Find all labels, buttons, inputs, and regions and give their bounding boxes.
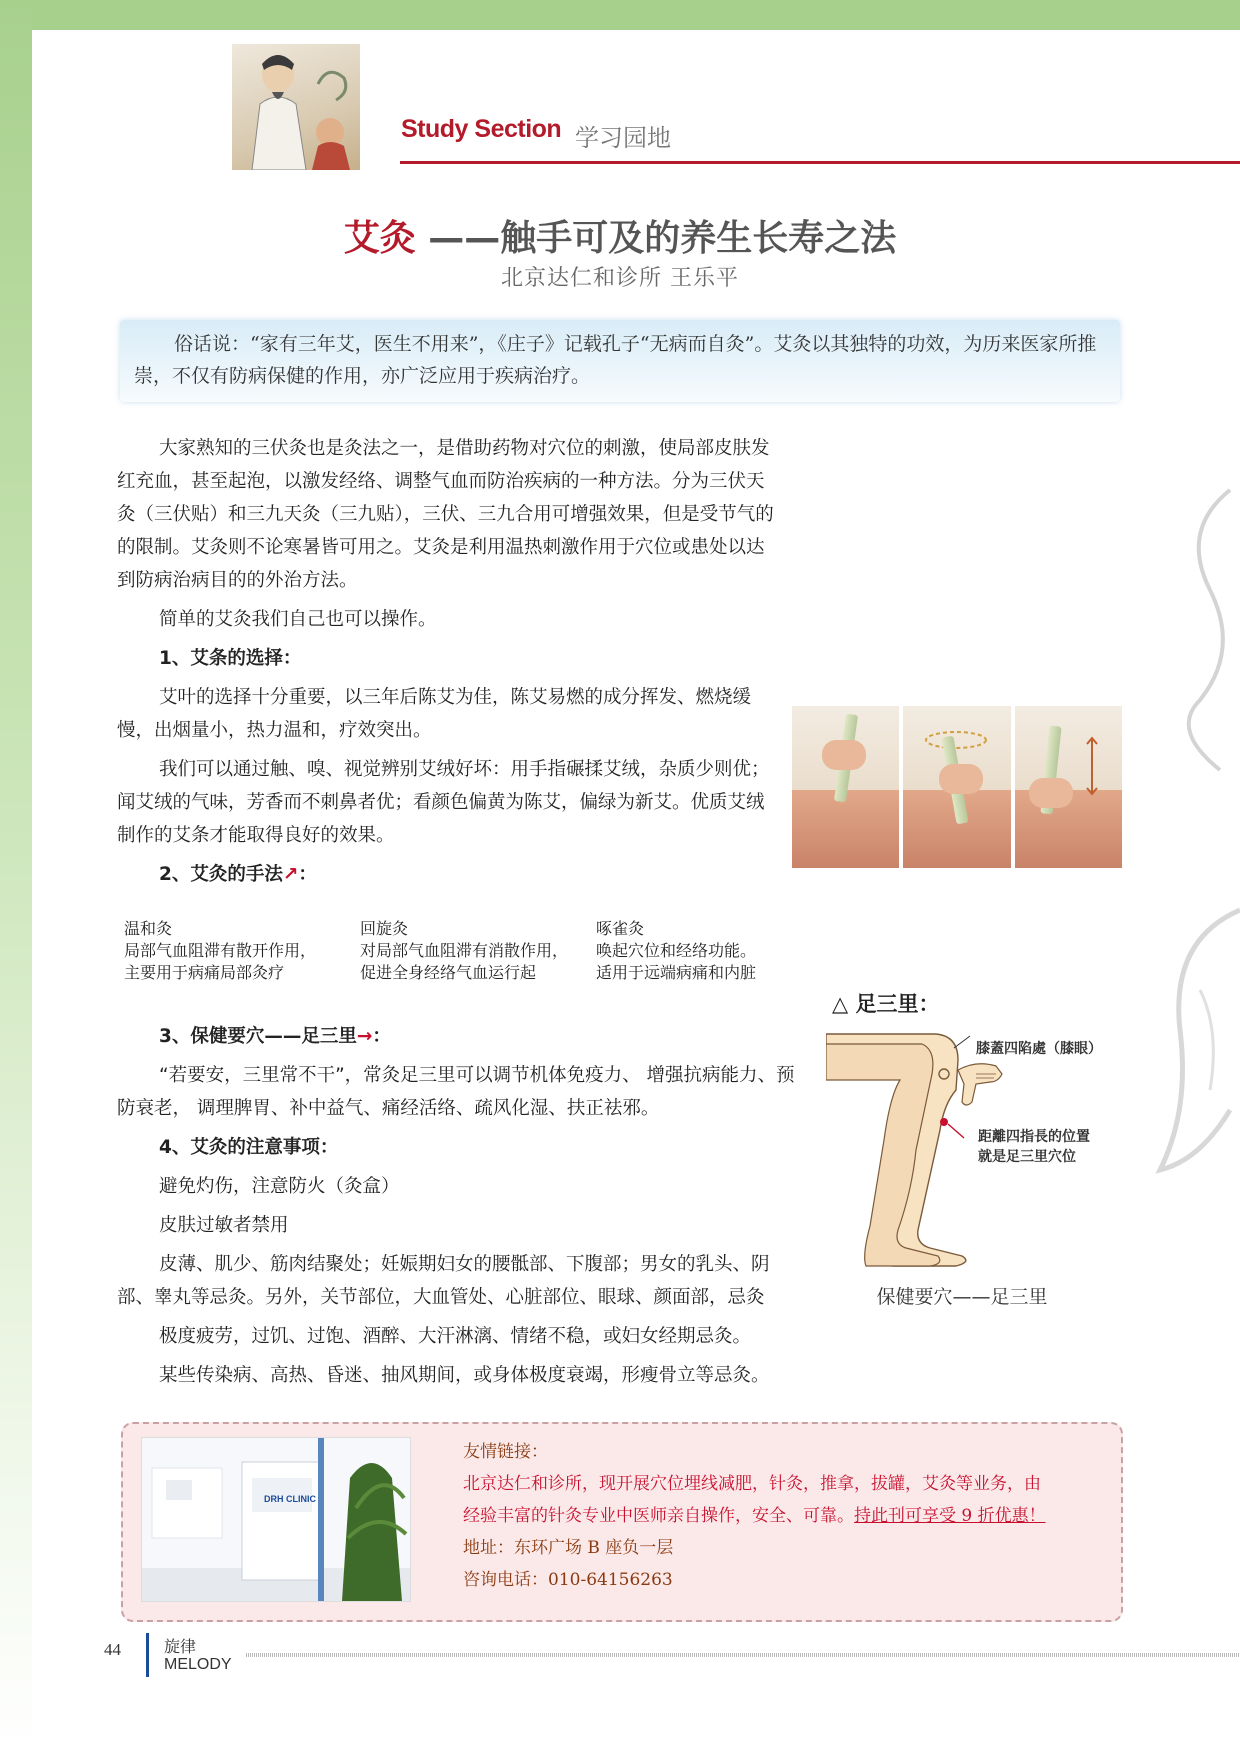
footer-rule bbox=[246, 1653, 1240, 1657]
skin-area bbox=[792, 790, 899, 868]
paragraph: 极度疲劳，过饥、过饱、酒醉、大汗淋漓、情绪不稳，或妇女经期忌灸。 bbox=[159, 1326, 752, 1347]
heading-text: 3、保健要穴——足三里 bbox=[159, 1026, 357, 1047]
technique-column bbox=[360, 918, 590, 984]
technique-desc: 唤起穴位和经络功能。 bbox=[596, 941, 757, 960]
paragraph: 某些传染病、高热、昏迷、抽风期间，或身体极度衰竭，形瘦骨立等忌灸。 bbox=[159, 1365, 770, 1386]
leg-diagram-title: △ 足三里： bbox=[832, 991, 940, 1016]
top-green-band bbox=[0, 0, 1240, 30]
article-body-part1 bbox=[117, 432, 782, 897]
ad-text bbox=[463, 1436, 1103, 1596]
article-body-part2 bbox=[117, 1020, 797, 1398]
technique-desc: 促进全身经络气血运行起 bbox=[360, 963, 537, 982]
decorative-script bbox=[1140, 470, 1240, 1230]
heading-tail: ： bbox=[298, 864, 317, 885]
hand bbox=[939, 764, 983, 794]
ad-heading: 友情链接： bbox=[463, 1442, 548, 1462]
clinic-sign-text: DRH CLINIC bbox=[264, 1494, 316, 1504]
arrow-icon: → bbox=[356, 1026, 373, 1047]
hand bbox=[1029, 778, 1073, 808]
article-title bbox=[0, 210, 1240, 261]
ad-line bbox=[463, 1500, 1103, 1532]
clinic-photo bbox=[141, 1437, 411, 1602]
technique-column bbox=[596, 918, 826, 984]
circle-motion-icon bbox=[921, 728, 991, 752]
header-portrait-illustration bbox=[232, 44, 360, 170]
header-divider bbox=[400, 161, 1240, 164]
label-point-line2: 就是足三里穴位 bbox=[978, 1149, 1076, 1165]
label-point-line1: 距離四指長的位置 bbox=[978, 1129, 1090, 1145]
technique-name: 温和灸 bbox=[124, 919, 173, 938]
technique-desc: 局部气血阻滞有散开作用， bbox=[124, 941, 317, 960]
ad-address: 地址：东环广场 B 座负一层 bbox=[463, 1538, 674, 1558]
heading-tail: ： bbox=[372, 1026, 391, 1047]
section-heading: 4、艾灸的注意事项： bbox=[159, 1137, 339, 1158]
paragraph: 大家熟知的三伏灸也是灸法之一，是借助药物对穴位的刺激，使局部皮肤发红充血，甚至起泡，以激发经络、调整气血而防治疾病的一种方法。分为三伏天灸（三伏贴）和三九天灸（三九贴），三伏、三九合用可增强效果，但是受节气的的限制。艾灸则不论寒暑皆可用之。艾灸是利用温热刺激作用于穴位或患处以达到防病治病目的的外治方法。 bbox=[117, 438, 774, 591]
paragraph: “若要安，三里常不干”，常灸足三里可以调节机体免疫力、 增强抗病能力、预防衰老， 调理脾胃、补中益气、痛经活络、疏风化湿、扶正祛邪。 bbox=[117, 1065, 795, 1119]
article-byline: 北京达仁和诊所 王乐平 bbox=[501, 266, 739, 291]
section-heading bbox=[117, 1020, 797, 1053]
section-heading: 1、艾条的选择： bbox=[159, 648, 302, 669]
ad-line-part: 经验丰富的针灸专业中医师亲自操作，安全、可靠。 bbox=[463, 1506, 854, 1526]
technique-name: 啄雀灸 bbox=[596, 919, 645, 938]
article-title-rest: ——触手可及的养生长寿之法 bbox=[415, 218, 897, 259]
photo-mild-moxibustion bbox=[792, 706, 899, 868]
photo-circling-moxibustion bbox=[903, 706, 1010, 868]
leg-diagram bbox=[826, 1030, 1126, 1270]
section-heading bbox=[117, 858, 782, 891]
heading-text: 2、艾灸的手法 bbox=[159, 864, 283, 885]
section-label-en: Study Section bbox=[401, 115, 562, 143]
intro-text: 俗话说：“家有三年艾，医生不用来”，《庄子》记载孔子“无病而自灸”。艾灸以其独特的功效，为历来医家所推崇，不仅有防病保健的作用，亦广泛应用于疾病治疗。 bbox=[134, 333, 1097, 387]
footer-bar bbox=[146, 1633, 149, 1677]
leg-diagram-caption: 保健要穴——足三里 bbox=[876, 1286, 1048, 1308]
ad-discount: 持此刊可享受 9 折优惠！ bbox=[854, 1506, 1046, 1526]
technique-desc: 对局部气血阻滞有消散作用， bbox=[360, 941, 569, 960]
moxibustion-photos bbox=[792, 706, 1122, 868]
hand bbox=[822, 740, 866, 770]
technique-desc: 适用于远端病痛和内脏 bbox=[596, 963, 757, 982]
ad-line: 北京达仁和诊所，现开展穴位埋线减肥，针灸，推拿，拔罐，艾灸等业务，由 bbox=[463, 1474, 1041, 1494]
magazine-name-zh: 旋律 bbox=[164, 1637, 197, 1656]
up-down-arrow-icon bbox=[1085, 736, 1099, 796]
paragraph: 艾叶的选择十分重要，以三年后陈艾为佳，陈艾易燃的成分挥发、燃烧缓慢，出烟量小，热力温和，疗效突出。 bbox=[117, 687, 752, 741]
arrow-icon: ↗ bbox=[282, 864, 299, 885]
photo-sparrow-pecking-moxibustion bbox=[1015, 706, 1122, 868]
technique-desc: 主要用于病痛局部灸疗 bbox=[124, 963, 285, 982]
technique-column bbox=[124, 918, 354, 984]
page-number: 44 bbox=[104, 1640, 121, 1659]
ad-phone: 咨询电话：010-64156263 bbox=[463, 1570, 673, 1590]
technique-name: 回旋灸 bbox=[360, 919, 409, 938]
article-title-highlight: 艾灸 bbox=[343, 218, 416, 259]
paragraph: 简单的艾灸我们自己也可以操作。 bbox=[159, 609, 437, 630]
paragraph: 皮肤过敏者禁用 bbox=[159, 1215, 289, 1236]
paragraph: 皮薄、肌少、筋肉结聚处；妊娠期妇女的腰骶部、下腹部；男女的乳头、阴部、睾丸等忌灸。另外，关节部位，大血管处、心脏部位、眼球、颜面部，忌灸 bbox=[117, 1254, 770, 1308]
paragraph: 我们可以通过触、嗅、视觉辨别艾绒好坏：用手指碾揉艾绒，杂质少则优；闻艾绒的气味，芳香而不刺鼻者优；看颜色偏黄为陈艾，偏绿为新艾。优质艾绒制作的艾条才能取得良好的效果。 bbox=[117, 759, 770, 846]
magazine-name-en: MELODY bbox=[164, 1656, 232, 1673]
paragraph: 避免灼伤，注意防火（灸盒） bbox=[159, 1176, 400, 1197]
section-label-zh: 学习园地 bbox=[575, 124, 671, 152]
intro-box bbox=[120, 320, 1120, 402]
label-knee-hollow: 膝蓋四陷處（膝眼） bbox=[976, 1041, 1102, 1057]
